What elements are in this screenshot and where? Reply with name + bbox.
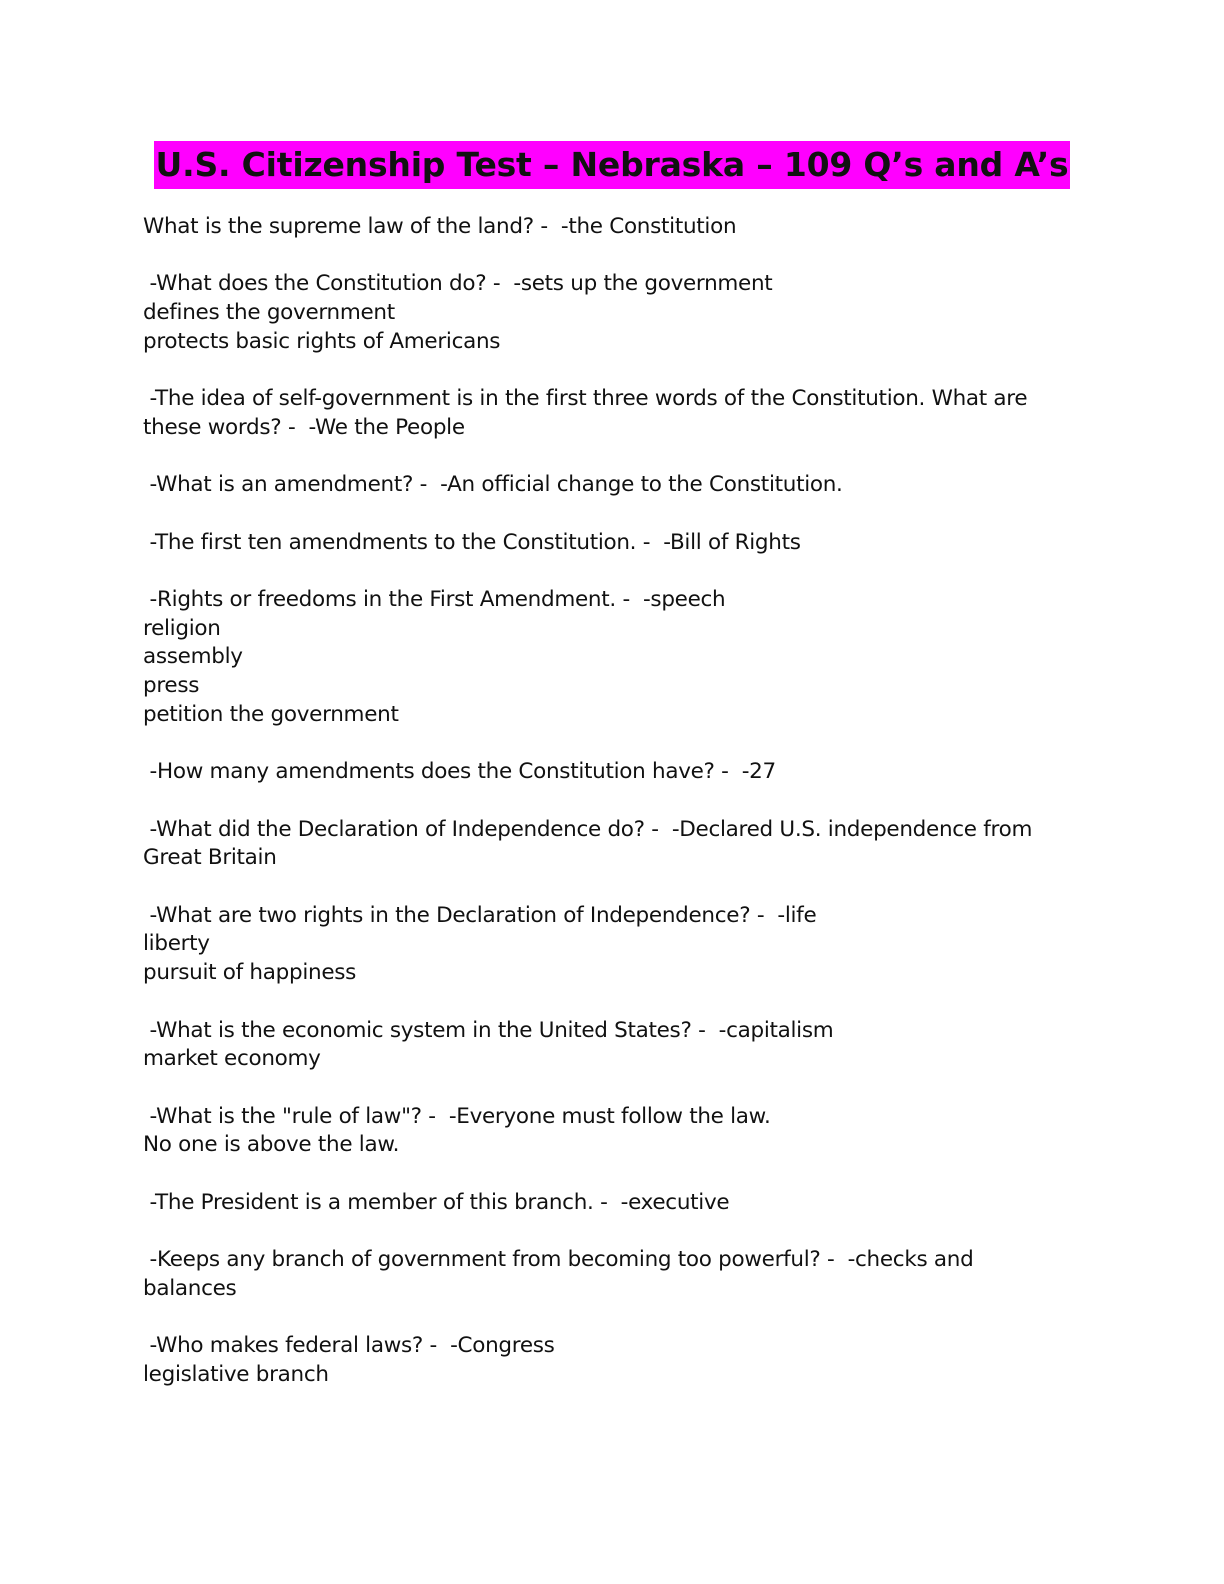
- qa-answer-line: No one is above the law.: [143, 1132, 400, 1158]
- qa-entry: [143, 816, 1063, 873]
- qa-question-line: -Keeps any branch of government from becoming too powerful? - -checks and: [143, 1247, 974, 1273]
- qa-entry: [143, 529, 1063, 558]
- qa-question-line: -How many amendments does the Constitution have? - -27: [143, 759, 776, 785]
- qa-answer-line: Great Britain: [143, 845, 277, 871]
- qa-entry: [143, 1017, 1063, 1074]
- qa-question-line: -What are two rights in the Declaration of Independence? - -life: [143, 902, 817, 928]
- qa-entry: [143, 270, 1063, 356]
- qa-answer-line: market economy: [143, 1046, 321, 1072]
- qa-question-line: -What did the Declaration of Independence do? - -Declared U.S. independence from: [143, 816, 1033, 842]
- qa-question-line: -The idea of self-government is in the first three words of the Constitution. What are: [143, 386, 1028, 412]
- qa-answer-line: these words? - -We the People: [143, 414, 465, 440]
- qa-answer-line: legislative branch: [143, 1361, 329, 1387]
- qa-question-line: What is the supreme law of the land? - -the Constitution: [143, 214, 737, 239]
- qa-entry: [143, 1332, 1063, 1389]
- qa-question-line: -Who makes federal laws? - -Congress: [143, 1333, 555, 1359]
- qa-answer-line: petition the government: [143, 701, 399, 727]
- document-title: U.S. Citizenship Test – Nebraska – 109 Q’s and A’s: [154, 141, 1071, 189]
- qa-answer-line: balances: [143, 1275, 237, 1301]
- qa-entry: [143, 1189, 1063, 1218]
- qa-answer-line: pursuit of happiness: [143, 960, 357, 986]
- qa-entry: [143, 758, 1063, 787]
- qa-entry: [143, 213, 1063, 242]
- qa-answer-line: religion: [143, 615, 221, 641]
- qa-entry: [143, 1246, 1063, 1303]
- qa-answer-line: protects basic rights of Americans: [143, 328, 501, 354]
- qa-entry: [143, 471, 1063, 500]
- qa-question-line: -The President is a member of this branch. - -executive: [143, 1189, 730, 1215]
- qa-entry: [143, 902, 1063, 988]
- qa-answer-line: liberty: [143, 931, 210, 957]
- qa-question-line: -Rights or freedoms in the First Amendment. - -speech: [143, 587, 726, 613]
- qa-entry: [143, 1103, 1063, 1160]
- qa-entry: [143, 385, 1063, 442]
- qa-question-line: -What does the Constitution do? - -sets up the government: [143, 271, 773, 297]
- qa-list: [143, 213, 1063, 1418]
- qa-question-line: -The first ten amendments to the Constitution. - -Bill of Rights: [143, 529, 801, 555]
- title-wrap: [0, 141, 1224, 189]
- qa-question-line: -What is an amendment? - -An official change to the Constitution.: [143, 472, 843, 498]
- qa-entry: [143, 586, 1063, 730]
- qa-question-line: -What is the economic system in the United States? - -capitalism: [143, 1017, 834, 1043]
- qa-answer-line: assembly: [143, 644, 243, 670]
- qa-answer-line: defines the government: [143, 300, 395, 326]
- qa-answer-line: press: [143, 673, 200, 699]
- qa-question-line: -What is the "rule of law"? - -Everyone must follow the law.: [143, 1103, 771, 1129]
